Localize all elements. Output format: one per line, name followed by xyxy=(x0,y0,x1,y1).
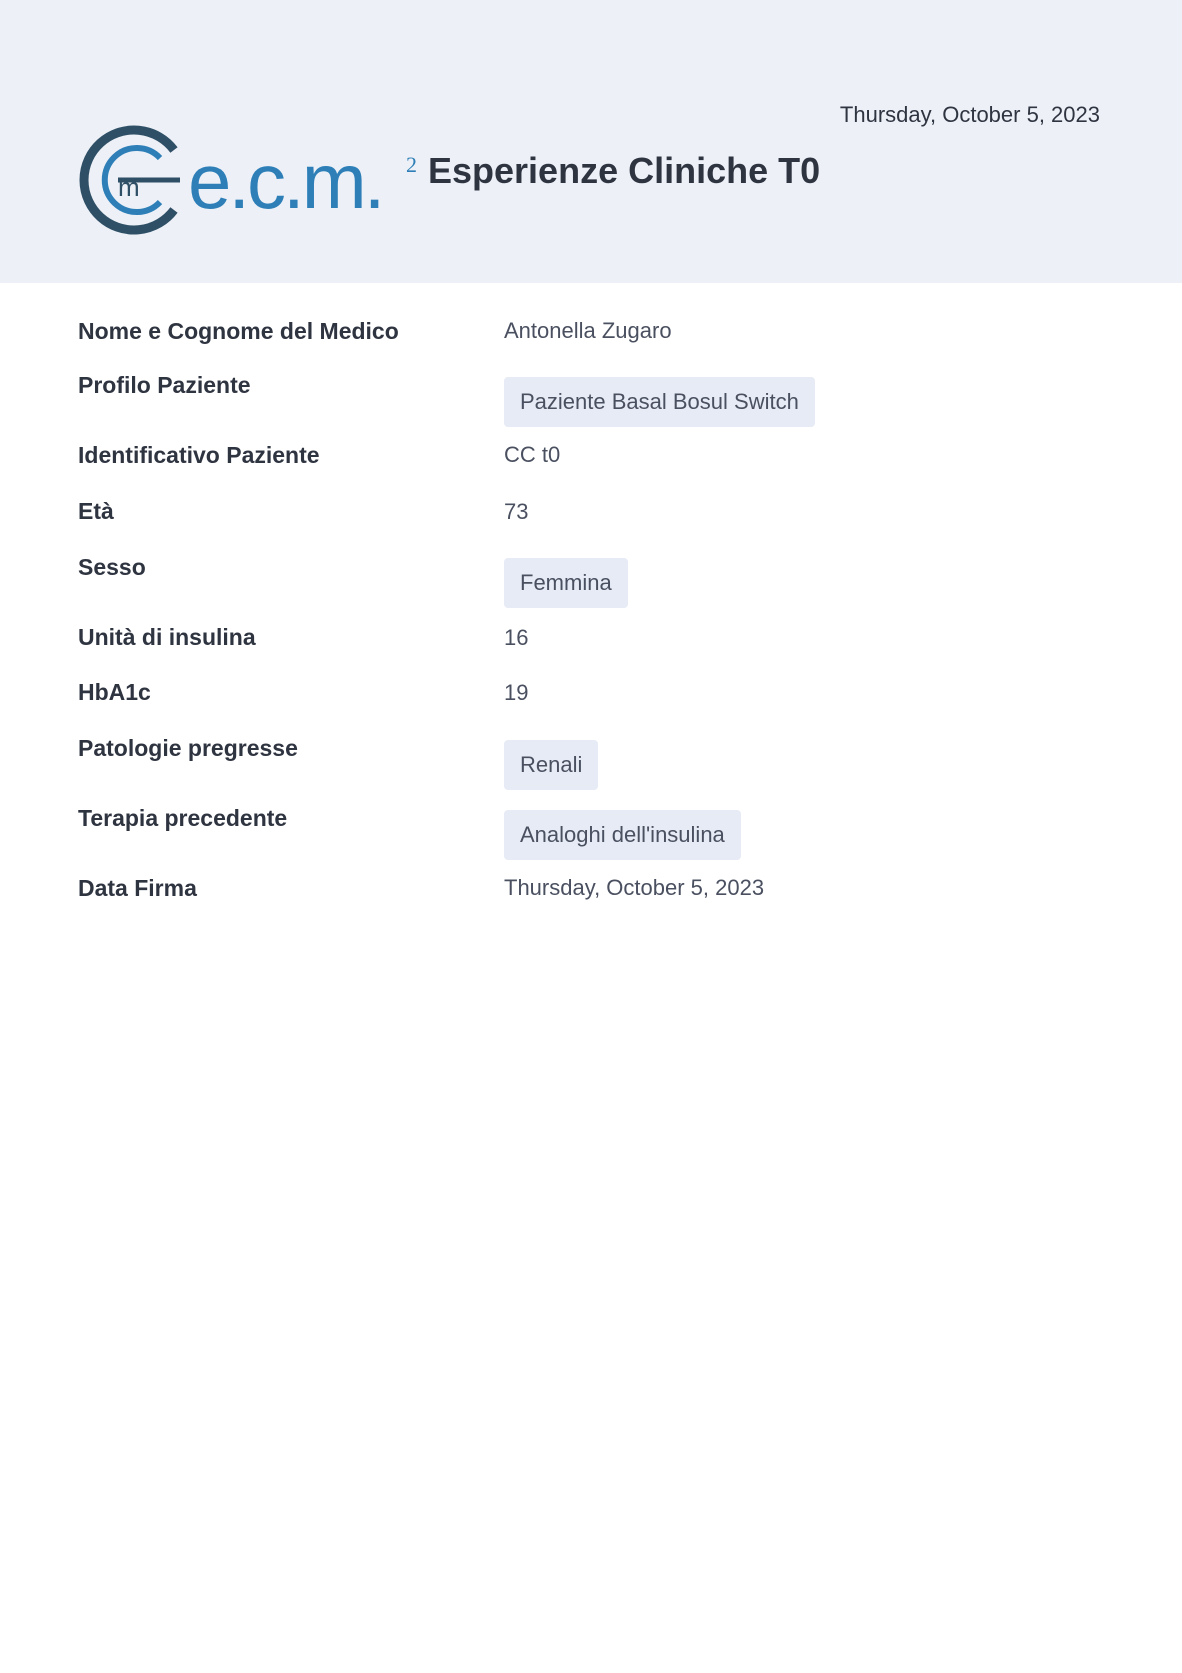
page-header xyxy=(0,0,1182,283)
field-value: 19 xyxy=(504,680,529,705)
field-label: Sesso xyxy=(78,554,146,580)
field-label: Profilo Paziente xyxy=(78,372,251,398)
field-label: Nome e Cognome del Medico xyxy=(78,318,399,344)
logo-text: e.c.m. xyxy=(188,137,383,225)
logo-badge-letter: m xyxy=(118,172,140,202)
ecm-logo xyxy=(76,122,426,237)
field-chip: Femmina xyxy=(504,558,628,608)
field-chip: Renali xyxy=(504,740,598,790)
field-label: HbA1c xyxy=(78,679,151,705)
field-label: Patologie pregresse xyxy=(78,735,298,761)
field-label: Data Firma xyxy=(78,875,197,901)
field-label: Età xyxy=(78,498,114,524)
field-value: Thursday, October 5, 2023 xyxy=(504,875,765,900)
logo-superscript: 2 xyxy=(406,152,417,177)
field-chip: Paziente Basal Bosul Switch xyxy=(504,377,815,427)
field-label: Unità di insulina xyxy=(78,624,256,650)
field-value: Antonella Zugaro xyxy=(504,318,672,343)
page-title: Esperienze Cliniche T0 xyxy=(428,150,821,191)
field-value: 16 xyxy=(504,625,529,650)
header-date: Thursday, October 5, 2023 xyxy=(839,102,1100,127)
field-label: Identificativo Paziente xyxy=(78,442,320,468)
field-value: CC t0 xyxy=(504,442,561,467)
field-value: 73 xyxy=(504,499,529,524)
field-chip: Analoghi dell'insulina xyxy=(504,810,741,860)
field-label: Terapia precedente xyxy=(78,805,288,831)
